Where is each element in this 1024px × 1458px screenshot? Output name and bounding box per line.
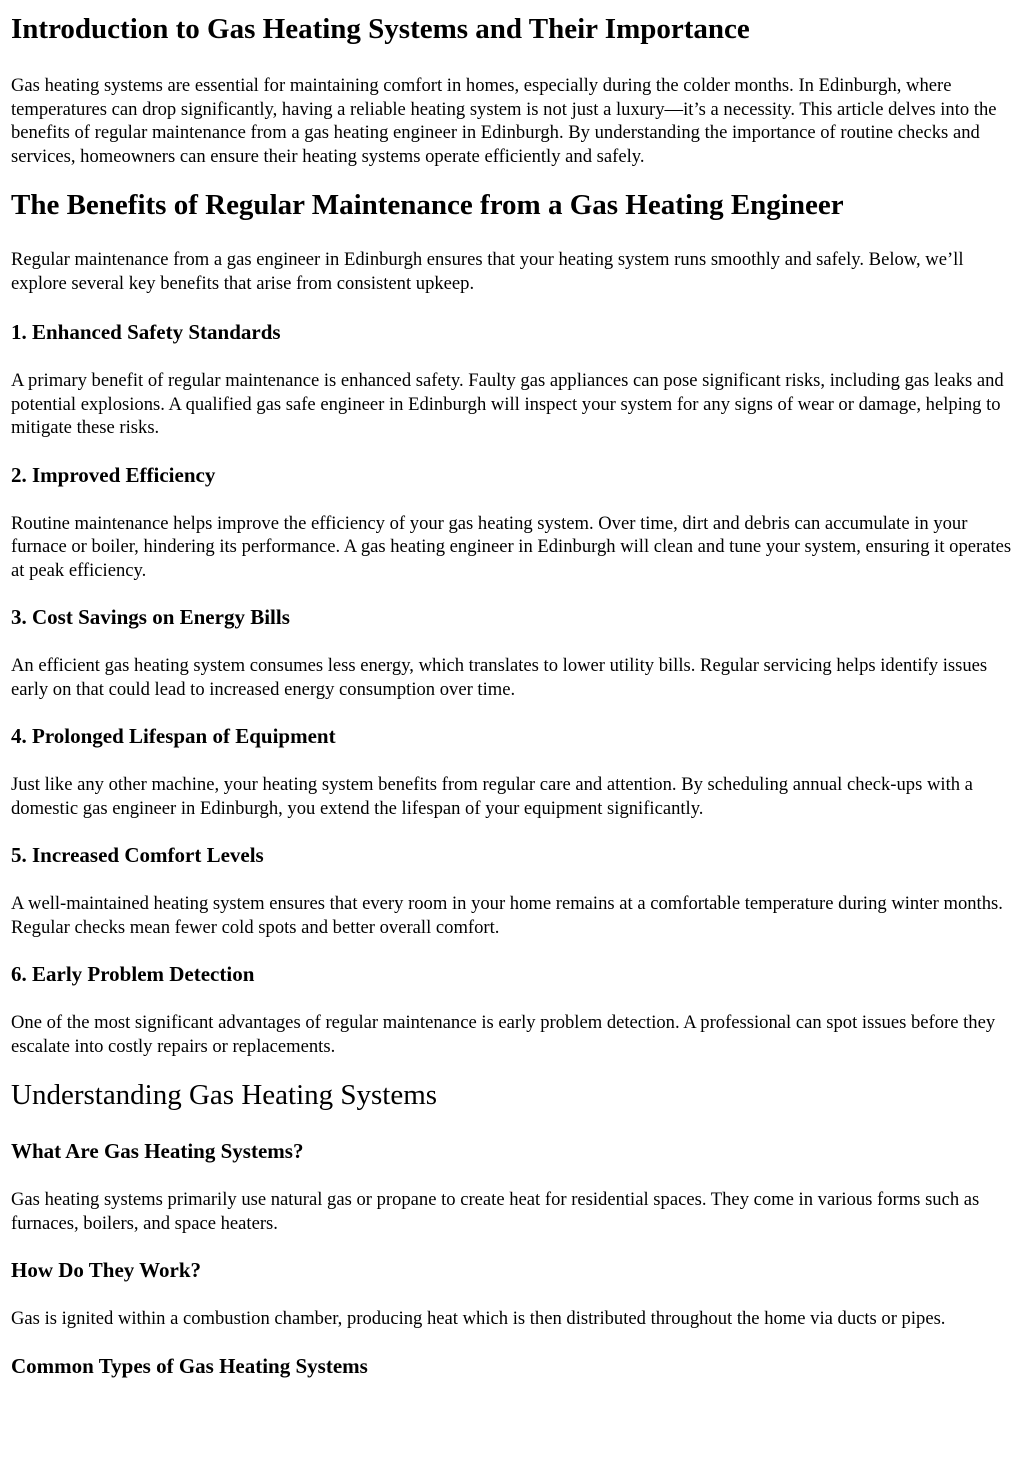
benefit-text-2: Routine maintenance helps improve the efficiency of your gas heating system. Over time, dirt and debris can accumulate in your furnace or boiler, hindering its performance. A gas heating engineer in Edinburgh will clean and tune your system, ensuring it operates at peak efficiency. [11, 512, 1012, 581]
benefits-paragraph: Regular maintenance from a gas engineer in Edinburgh ensures that your heating system runs smoothly and safely. Below, we’ll explore several key benefits that arise from consistent upkeep. [11, 249, 964, 294]
intro-heading: Introduction to Gas Heating Systems and Their Importance [11, 13, 750, 45]
understanding-next-title: Common Types of Gas Heating Systems [11, 1353, 368, 1378]
benefit-title-3: 3. Cost Savings on Energy Bills [11, 605, 290, 629]
intro-paragraph: Gas heating systems are essential for maintaining comfort in homes, especially during the colder months. In Edinburgh, where temperatures can drop significantly, having a reliable heating system is not just a luxury—it’s a necessity. This article delves into the benefits of regular maintenance from a gas heating engineer in Edinburgh. By understanding the importance of routine checks and services, homeowners can ensure their heating systems operate efficiently and safely. [11, 75, 997, 167]
benefit-text-5: A well-maintained heating system ensures that every room in your home remains at a comfortable temperature during winter months. Regular checks mean fewer cold spots and better overall comfort. [11, 893, 1003, 938]
benefit-title-2: 2. Improved Efficiency [11, 462, 216, 487]
benefit-text-6: One of the most significant advantages of regular maintenance is early problem detection. A professional can spot issues before they escalate into costly repairs or replacements. [11, 1012, 996, 1057]
benefit-title-6: 6. Early Problem Detection [11, 962, 255, 986]
benefit-title-4: 4. Prolonged Lifespan of Equipment [11, 724, 336, 748]
benefits-heading: The Benefits of Regular Maintenance from a Gas Heating Engineer [11, 189, 844, 221]
understanding-heading: Understanding Gas Heating Systems [11, 1079, 438, 1111]
understanding-title-2: How Do They Work? [11, 1258, 202, 1282]
benefit-title-1: 1. Enhanced Safety Standards [11, 320, 281, 344]
benefit-text-1: A primary benefit of regular maintenance is enhanced safety. Faulty gas appliances can pose significant risks, including gas leaks and potential explosions. A qualified gas safe engineer in Edinburgh will inspect your system for any signs of wear or damage, helping to mitigate these risks. [11, 370, 1004, 438]
article [0, 12, 1024, 1379]
understanding-text-2: Gas is ignited within a combustion chamber, producing heat which is then distributed throughout the home via ducts or pipes. [11, 1308, 946, 1329]
benefit-title-5: 5. Increased Comfort Levels [11, 843, 264, 867]
understanding-text-1: Gas heating systems primarily use natural gas or propane to create heat for residential spaces. They come in various forms such as furnaces, boilers, and space heaters. [11, 1189, 980, 1234]
benefit-text-3: An efficient gas heating system consumes less energy, which translates to lower utility bills. Regular servicing helps identify issues early on that could lead to increased energy consumption over time. [11, 655, 988, 700]
understanding-title-1: What Are Gas Heating Systems? [11, 1139, 304, 1163]
benefit-text-4: Just like any other machine, your heating system benefits from regular care and attention. By scheduling annual check-ups with a domestic gas engineer in Edinburgh, you extend the lifespan of your equipment significantly. [11, 774, 973, 819]
